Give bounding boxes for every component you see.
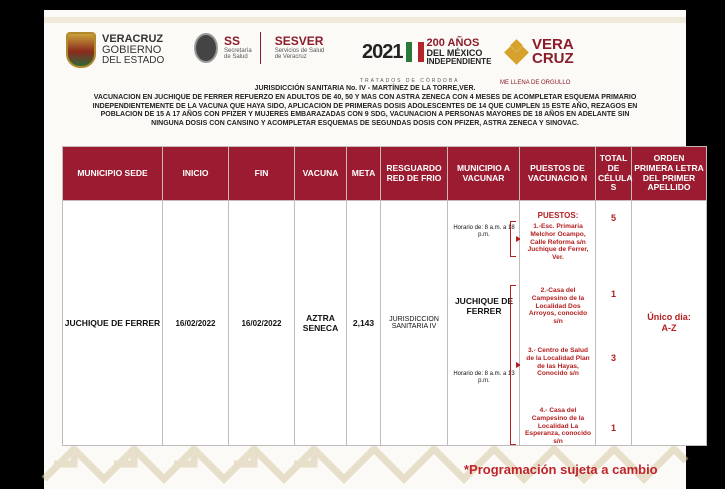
puesto-4: 4.- Casa del Campesino de la Localidad La Esperanza, conocido s/n bbox=[525, 407, 591, 446]
schedule-disclaimer: *Programación sujeta a cambio bbox=[464, 462, 658, 477]
logo-divider bbox=[260, 32, 261, 64]
col-municipio-vacunar: MUNICIPIO A VACUNAR bbox=[448, 147, 520, 201]
cell-total-celulas bbox=[596, 201, 632, 446]
col-municipio-sede: MUNICIPIO SEDE bbox=[63, 147, 163, 201]
diamond-cluster-icon bbox=[506, 41, 528, 63]
bicentennial-subtitle: TRATADOS DE CÓRDOBA bbox=[360, 78, 460, 84]
total-puesto-2: 1 bbox=[610, 289, 616, 299]
col-total-celulas: TOTAL DE CÉLULA S bbox=[596, 147, 632, 201]
document-sheet bbox=[44, 10, 704, 489]
veracruz-logo-line1: VERACRUZ bbox=[102, 33, 164, 45]
cell-vacuna: AZTRA SENECA bbox=[295, 201, 347, 446]
ss-logo-text: SS bbox=[224, 34, 241, 49]
col-vacuna: VACUNA bbox=[295, 147, 347, 201]
col-orden: ORDEN PRIMERA LETRA DEL PRIMER APELLIDO bbox=[632, 147, 707, 201]
bicentennial-year: 2021 bbox=[362, 40, 403, 63]
sesver-logo-sub2: de Veracruz bbox=[274, 54, 307, 61]
col-meta: META bbox=[347, 147, 381, 201]
col-resguardo: RESGUARDO RED DE FRIO bbox=[381, 147, 448, 201]
veracruz-government-logo bbox=[66, 32, 164, 68]
bicentennial-line1: 200 AÑOS bbox=[426, 37, 480, 49]
sesver-logo-text: SESVER bbox=[274, 34, 324, 49]
puesto-2: 2.-Casa del Campesino de la Localidad Dos Arroyos, conocido s/n bbox=[528, 287, 588, 326]
veracruz-logo-line3: DEL ESTADO bbox=[102, 55, 165, 66]
veracruz-logo-line2: GOBIERNO bbox=[102, 44, 162, 56]
greca-pattern-top bbox=[44, 10, 686, 30]
orden-value: Único dia: A-Z bbox=[647, 312, 691, 333]
veracruz-shield-icon bbox=[66, 32, 96, 68]
jurisdiction-title: JURISDICCIÓN SANITARIA No. IV - MARTÍNEZ DE LA TORRE,VER. bbox=[254, 85, 476, 92]
cell-municipio-vacunar bbox=[448, 201, 520, 446]
eagle-seal-icon bbox=[194, 33, 218, 63]
ss-logo-sub2: de Salud bbox=[224, 54, 248, 61]
cell-municipio-sede: JUCHIQUE DE FERRER bbox=[63, 201, 163, 446]
cell-meta: 2,143 bbox=[347, 201, 381, 446]
table-header-row bbox=[63, 147, 707, 201]
ss-logo-sub1: Secretaría bbox=[224, 48, 252, 54]
horario-1: Horario de: 8 a.m. a 18 p.m. bbox=[453, 225, 515, 239]
campaign-description: VACUNACION EN JUCHIQUE DE FERRER REFUERZO EN ADULTOS DE 40, 50 Y MAS CON ASTRA ZENECA CON 4 MESES DE ACOMPLETAR ESQUEMA PRIMARIO INDEPENDIENTEMENTE DE LA VACUNA QUE HAYA SIDO, APLICACION DE PRIMERAS DOSIS ADOLESCENTES DE 14 QUE CUMPLEN 15 ESTE AÑO, REZAGOS EN POBLACION DE 15 A 17 AÑOS CON PFIZER Y MUJERES EMBARAZADAS CON 9 SDG, VACUNACION A PERSONAS MAYORES DE 18 AÑOS EN ADELANTE SIN NINGUNA DOSIS CON CANSINO Y ACOMPLETAR ESQUEMAS DE SEGUNDAS DOSIS CON PFIZER, ASTRA ZENECA Y SINOVAC. bbox=[92, 94, 638, 127]
header-logos bbox=[44, 32, 686, 88]
cell-puestos bbox=[520, 201, 596, 446]
puesto-1: 1.-Esc. Primaria Melchor Ocampo, Calle Reforma s/n Juchique de Ferrer, Ver. bbox=[527, 223, 589, 262]
vaccination-schedule-table bbox=[62, 146, 707, 446]
cell-fin: 16/02/2022 bbox=[229, 201, 295, 446]
puesto-3: 3.- Centro de Salud de la Localidad Plan de las Hayas, Conocido s/n bbox=[526, 347, 590, 378]
veracruz-brand-logo bbox=[506, 38, 574, 67]
cruz-text: CRUZ bbox=[532, 50, 574, 68]
brand-slogan: ME LLENA DE ORGULLO bbox=[500, 80, 571, 86]
col-fin: FIN bbox=[229, 147, 295, 201]
bicentennial-line2: DEL MÉXICO bbox=[426, 48, 483, 58]
ss-sesver-logo bbox=[194, 32, 324, 64]
bicentennial-logo bbox=[362, 38, 491, 66]
cell-resguardo: JURISDICCION SANITARIA IV bbox=[381, 201, 448, 446]
col-puestos: PUESTOS DE VACUNACIO N bbox=[520, 147, 596, 201]
puestos-heading: PUESTOS: bbox=[537, 211, 579, 220]
horario-2: Horario de: 8 a.m. a 13 p.m. bbox=[453, 371, 515, 385]
municipio-vacunar-label: JUCHIQUE DE FERRER bbox=[454, 296, 514, 316]
cell-inicio: 16/02/2022 bbox=[163, 201, 229, 446]
bicentennial-line3: INDEPENDIENTE bbox=[426, 57, 492, 66]
total-puesto-4: 1 bbox=[610, 423, 616, 433]
sesver-logo-sub1: Servicios de Salud bbox=[274, 48, 325, 54]
vera-text: VERA bbox=[532, 36, 574, 53]
total-puesto-3: 3 bbox=[610, 353, 616, 363]
total-puesto-1: 5 bbox=[610, 213, 616, 223]
col-inicio: INICIO bbox=[163, 147, 229, 201]
table-row bbox=[63, 201, 707, 446]
mexico-flag-icon bbox=[406, 42, 424, 62]
cell-orden bbox=[632, 201, 707, 446]
